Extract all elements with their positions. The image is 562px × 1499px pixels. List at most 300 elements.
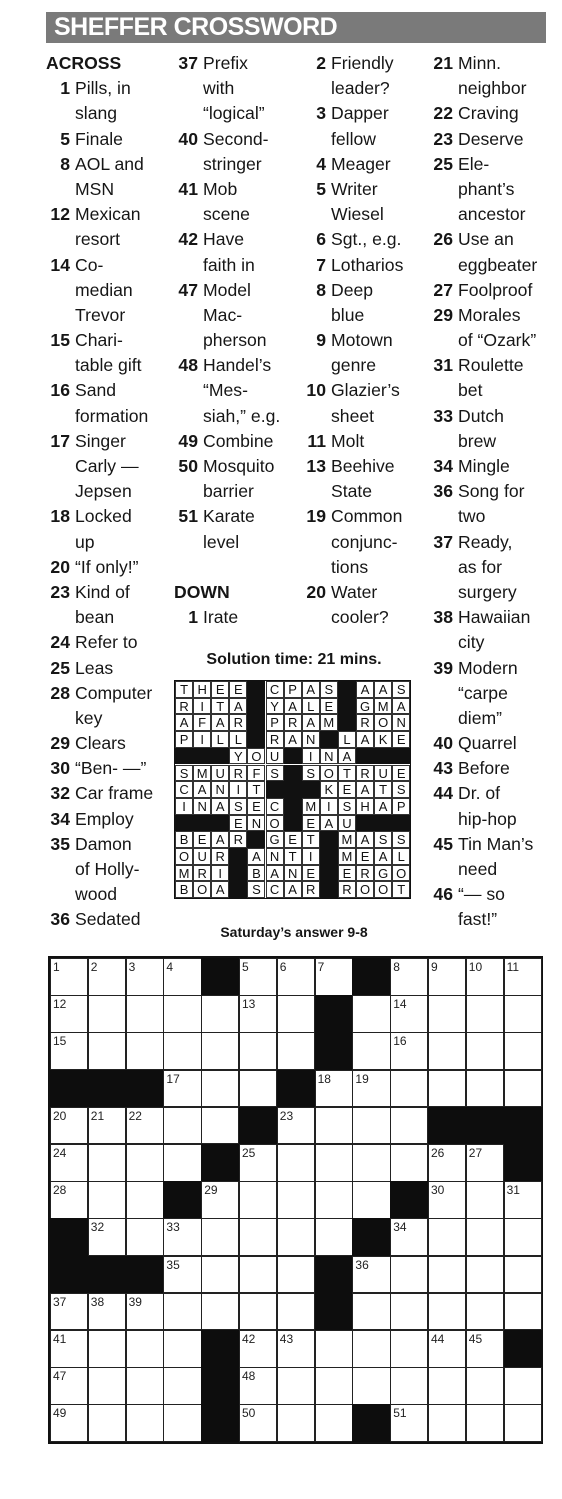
answer-letter: M [193,765,211,782]
clue-number: 26 [433,229,453,250]
answer-letter: E [247,798,265,815]
grid-cell[interactable] [88,1144,126,1182]
grid-cell[interactable] [88,1404,126,1442]
grid-cell[interactable] [277,1367,315,1405]
grid-cell[interactable] [315,1181,353,1219]
grid-cell[interactable] [201,1070,239,1108]
clue-text: level [203,531,240,552]
grid-cell[interactable] [50,1404,88,1442]
clue-first-line [429,278,537,303]
grid-cell[interactable] [352,1367,390,1405]
grid-cell[interactable] [126,1330,164,1368]
clue-number: 1 [188,607,198,628]
clue-continuation-line [46,479,153,504]
clue-number: 39 [433,657,453,678]
answer-letter: N [193,798,211,815]
clue-continuation-line [302,555,403,580]
answer-letter: U [193,848,211,865]
answer-letter: I [302,848,320,865]
answer-letter: R [338,881,356,898]
grid-cell[interactable] [390,1367,428,1405]
grid-cell[interactable] [352,1293,390,1331]
clue-first-line [46,127,153,152]
clue-text: bet [458,380,483,401]
answer-letter: M [338,848,356,865]
answer-letter: B [175,881,193,898]
grid-cell[interactable] [428,958,466,996]
clue-first-line [174,454,280,479]
grid-cell[interactable] [466,1404,504,1442]
across-clue-28 [46,681,153,731]
answer-letter: S [266,765,284,782]
clue-text: Dutch [458,405,504,426]
grid-cell[interactable] [163,1144,201,1182]
grid-cell[interactable] [277,1256,315,1294]
grid-cell[interactable] [163,1107,201,1145]
grid-cell[interactable] [50,958,88,996]
grid-cell[interactable] [126,1032,164,1070]
grid-cell[interactable] [277,1032,315,1070]
grid-cell[interactable] [390,1404,428,1442]
clue-first-line [429,756,537,781]
down-clue-26 [429,227,537,277]
black-square [315,1032,353,1070]
clue-first-line [46,504,153,529]
clue-number: 7 [316,254,326,275]
across-clue-41 [174,177,280,227]
grid-cell[interactable] [239,1367,277,1405]
grid-cell[interactable] [352,1107,390,1145]
clue-first-line [46,756,153,781]
grid-cell[interactable] [88,1218,126,1256]
clue-continuation-line [174,328,280,353]
grid-cell[interactable] [466,1218,504,1256]
grid-cell[interactable] [504,958,542,996]
clue-text: brew [458,430,497,451]
grid-cell[interactable] [163,1032,201,1070]
answer-letter: C [266,881,284,898]
grid-cell[interactable] [126,1144,164,1182]
answer-black-square [229,881,247,898]
grid-cell[interactable] [390,1144,428,1182]
grid-cell[interactable] [390,1032,428,1070]
clue-first-line [302,278,403,303]
down-clue-3 [302,101,403,151]
grid-cell[interactable] [277,1218,315,1256]
grid-cell[interactable] [390,1330,428,1368]
cell-number: 48 [242,1369,256,1384]
grid-cell[interactable] [126,995,164,1033]
across-clue-12 [46,202,153,252]
answer-letter: N [284,865,302,882]
grid-cell[interactable] [239,1032,277,1070]
black-square [126,1256,164,1294]
grid-cell[interactable] [428,1330,466,1368]
clue-first-line [46,807,153,832]
grid-cell[interactable] [50,1107,88,1145]
grid-cell[interactable] [239,1181,277,1219]
grid-cell[interactable] [239,958,277,996]
down-clue-36 [429,479,537,529]
grid-cell[interactable] [163,1293,201,1331]
answer-letter: F [193,714,211,731]
grid-cell[interactable] [239,1256,277,1294]
grid-cell[interactable] [126,958,164,996]
grid-cell[interactable] [428,1032,466,1070]
answer-black-square [284,781,302,798]
clue-number: 1 [60,78,70,99]
cell-number: 27 [468,1146,483,1160]
clue-text: Mac- [203,304,243,325]
cell-number: 44 [431,1332,445,1346]
clue-first-line [429,656,537,681]
grid-cell[interactable] [277,1181,315,1219]
grid-cell[interactable] [315,1367,353,1405]
grid-cell[interactable] [504,995,542,1033]
grid-cell[interactable] [504,1032,542,1070]
grid-cell[interactable] [315,1070,353,1108]
grid-cell[interactable] [466,1144,504,1182]
grid-cell[interactable] [163,958,201,996]
grid-cell[interactable] [315,1404,353,1442]
answer-letter: T [302,831,320,848]
grid-cell[interactable] [315,1330,353,1368]
clue-continuation-line [302,202,403,227]
clue-number: 44 [433,783,453,804]
answer-letter: H [356,798,374,815]
clue-text: Dapper [331,103,389,124]
grid-cell[interactable] [504,1367,542,1405]
grid-cell[interactable] [201,1293,239,1331]
grid-cell[interactable] [50,1330,88,1368]
clue-continuation-line [46,353,153,378]
grid-cell[interactable] [239,1404,277,1442]
clue-first-line [429,303,537,328]
grid-cell[interactable] [352,1181,390,1219]
grid-cell[interactable] [390,995,428,1033]
answer-black-square [374,815,392,832]
answer-letter: P [175,731,193,748]
grid-cell[interactable] [201,1107,239,1145]
across-clue-20 [46,555,153,580]
grid-cell[interactable] [50,1293,88,1331]
answer-letter: A [175,714,193,731]
grid-cell[interactable] [277,1144,315,1182]
cell-number: 22 [128,1108,142,1123]
grid-cell[interactable] [126,1107,164,1145]
clue-continuation-line [174,530,280,555]
clue-text: Wiesel [331,204,384,225]
grid-cell[interactable] [163,1330,201,1368]
grid-cell[interactable] [352,1032,390,1070]
clue-first-line [46,907,153,932]
clue-text: siah,” e.g. [203,405,281,426]
grid-cell[interactable] [466,1032,504,1070]
answer-letter: A [374,798,392,815]
answer-letter: B [175,831,193,848]
clue-text: Hawaiian [458,607,531,628]
clue-text: Irate [203,607,239,628]
grid-cell[interactable] [352,1256,390,1294]
cell-number: 21 [90,1108,105,1123]
grid-cell[interactable] [50,1367,88,1405]
grid-cell[interactable] [163,1218,201,1256]
answer-black-square [392,815,410,832]
down-clue-10 [302,378,403,428]
grid-cell[interactable] [428,1367,466,1405]
grid-cell[interactable] [390,1218,428,1256]
answer-black-square [229,848,247,865]
cell-number: 2 [90,960,98,974]
clue-continuation-line [302,530,403,555]
grid-cell[interactable] [428,1293,466,1331]
clue-first-line [429,530,537,555]
answer-letter: R [284,714,302,731]
clue-text: formation [75,405,149,426]
grid-cell[interactable] [201,1032,239,1070]
cell-number: 34 [393,1220,407,1235]
grid-cell[interactable] [390,1070,428,1108]
grid-cell[interactable] [239,995,277,1033]
clue-first-line [429,882,537,907]
down-clue-2 [302,51,403,101]
clue-continuation-line [46,857,153,882]
clue-text: Dr. of [458,783,501,804]
across-clue-30 [46,756,153,781]
clue-text: Employ [75,808,134,829]
cell-number: 16 [393,1034,407,1049]
grid-cell[interactable] [315,1107,353,1145]
across-heading: ACROSS [46,53,122,73]
answer-letter: A [211,798,229,815]
across-clue-35 [46,832,153,908]
clue-text: Car frame [75,783,154,804]
clue-first-line [302,580,403,605]
grid-cell[interactable] [277,1293,315,1331]
grid-cell[interactable] [315,1144,353,1182]
grid-cell[interactable] [390,1107,428,1145]
clue-number: 12 [50,204,70,225]
clue-first-line [429,101,537,126]
grid-cell[interactable] [50,1181,88,1219]
grid-cell[interactable] [390,958,428,996]
answer-black-square [284,815,302,832]
grid-cell[interactable] [428,1218,466,1256]
grid-cell[interactable] [163,1367,201,1405]
grid-cell[interactable] [126,1404,164,1442]
clue-first-line [46,731,153,756]
grid-cell[interactable] [201,995,239,1033]
grid-cell[interactable] [352,1330,390,1368]
answer-letter: S [229,798,247,815]
clue-number: 11 [307,430,326,451]
grid-cell[interactable] [50,1032,88,1070]
answer-letter: R [356,714,374,731]
across-clue-40 [174,127,280,177]
clue-text: Ele- [458,153,490,174]
grid-cell[interactable] [428,1070,466,1108]
clue-first-line [302,328,403,353]
cell-number: 36 [355,1257,369,1272]
clue-text: Deep [331,279,374,300]
grid-cell[interactable] [88,1367,126,1405]
clue-number: 22 [433,103,453,124]
answer-letter: O [193,881,211,898]
answer-letter: I [211,865,229,882]
clue-text: “logical” [203,103,265,124]
grid-cell[interactable] [126,1181,164,1219]
grid-cell[interactable] [239,1330,277,1368]
grid-cell[interactable] [504,1218,542,1256]
grid-cell[interactable] [50,995,88,1033]
grid-cell[interactable] [126,1218,164,1256]
grid-cell[interactable] [201,1218,239,1256]
grid-cell[interactable] [277,1107,315,1145]
grid-cell[interactable] [428,1144,466,1182]
clue-text: Finale [75,128,123,149]
grid-cell[interactable] [50,1144,88,1182]
clue-number: 3 [316,103,326,124]
grid-cell[interactable] [88,995,126,1033]
grid-cell[interactable] [466,1293,504,1331]
grid-cell[interactable] [315,958,353,996]
across-clue-23 [46,580,153,630]
answer-letter: L [392,848,410,865]
grid-cell[interactable] [466,1070,504,1108]
clue-first-line [174,605,280,630]
answer-letter: G [266,831,284,848]
clue-first-line [429,127,537,152]
grid-cell[interactable] [201,1181,239,1219]
cell-number: 28 [53,1183,67,1198]
black-square [88,1070,126,1108]
clue-continuation-line [429,555,537,580]
clue-text: Mingle [458,456,510,476]
clue-continuation-line [302,353,403,378]
grid-cell[interactable] [239,1218,277,1256]
down-clue-44 [429,781,537,831]
grid-cell[interactable] [504,1293,542,1331]
grid-cell[interactable] [163,1070,201,1108]
grid-cell[interactable] [163,995,201,1033]
grid-cell[interactable] [428,1404,466,1442]
clue-text: Deserve [458,128,524,149]
grid-cell[interactable] [504,1070,542,1108]
grid-cell[interactable] [88,1032,126,1070]
grid-cell[interactable] [277,1330,315,1368]
grid-cell[interactable] [163,1256,201,1294]
black-square [428,1107,466,1145]
cell-number: 14 [393,997,407,1012]
answer-letter: A [392,698,410,715]
clue-continuation-line [429,681,537,706]
clue-text: eggbeater [458,254,538,275]
grid-cell[interactable] [315,1218,353,1256]
clue-number: 29 [433,304,453,325]
answer-black-square [284,765,302,782]
grid-cell[interactable] [466,995,504,1033]
grid-cell[interactable] [504,1404,542,1442]
cell-number: 35 [166,1257,180,1272]
grid-cell[interactable] [466,1256,504,1294]
grid-cell[interactable] [277,958,315,996]
grid-cell[interactable] [88,1293,126,1331]
answer-letter: B [247,865,265,882]
grid-cell[interactable] [126,1367,164,1405]
clue-text: Craving [458,103,519,124]
grid-cell[interactable] [201,1256,239,1294]
grid-cell[interactable] [428,1256,466,1294]
black-square [201,1404,239,1442]
grid-cell[interactable] [428,995,466,1033]
grid-cell[interactable] [239,1144,277,1182]
answer-black-square [284,748,302,765]
grid-cell[interactable] [504,1256,542,1294]
grid-cell[interactable] [466,1367,504,1405]
grid-cell[interactable] [352,1144,390,1182]
grid-cell[interactable] [466,1181,504,1219]
grid-cell[interactable] [428,1181,466,1219]
clue-first-line [46,781,153,806]
clue-number: 29 [50,733,70,754]
clue-text: Computer [75,682,153,703]
grid-cell[interactable] [277,995,315,1033]
clue-text: Carly — [75,456,139,476]
black-square [163,1181,201,1219]
grid-cell[interactable] [163,1404,201,1442]
grid-cell[interactable] [239,1070,277,1108]
answer-letter: R [302,881,320,898]
across-clue-51 [174,504,280,554]
cell-number: 50 [242,1406,256,1421]
grid-cell[interactable] [239,1293,277,1331]
clue-number: 15 [50,330,70,351]
down-clue-31 [429,353,537,403]
clue-text: Beehive [331,456,395,476]
clue-first-line [174,504,280,529]
grid-cell[interactable] [277,1404,315,1442]
answer-letter: C [266,798,284,815]
grid-cell[interactable] [390,1293,428,1331]
down-clue-38 [429,605,537,655]
clue-text: fast!” [458,909,498,930]
answer-letter: I [193,731,211,748]
answer-letter: C [266,681,284,698]
clue-text: Tin Man’s [458,833,534,854]
grid-cell[interactable] [390,1256,428,1294]
across-clue-49 [174,429,280,454]
clue-first-line [46,378,153,403]
grid-cell[interactable] [88,1181,126,1219]
clue-text: Sedated [75,909,141,930]
grid-cell[interactable] [88,1330,126,1368]
grid-cell[interactable] [126,1293,164,1331]
grid-cell[interactable] [466,958,504,996]
grid-cell[interactable] [88,1107,126,1145]
clue-number: 45 [433,833,453,854]
answer-letter: N [211,781,229,798]
answer-letter: S [392,781,410,798]
grid-cell[interactable] [352,1070,390,1108]
clue-number: 37 [433,531,453,552]
grid-cell[interactable] [88,958,126,996]
grid-cell[interactable] [466,1330,504,1368]
answer-letter: M [338,831,356,848]
cell-number: 24 [53,1146,67,1160]
grid-cell[interactable] [352,995,390,1033]
down-clue-46 [429,882,537,932]
grid-cell[interactable] [504,1181,542,1219]
